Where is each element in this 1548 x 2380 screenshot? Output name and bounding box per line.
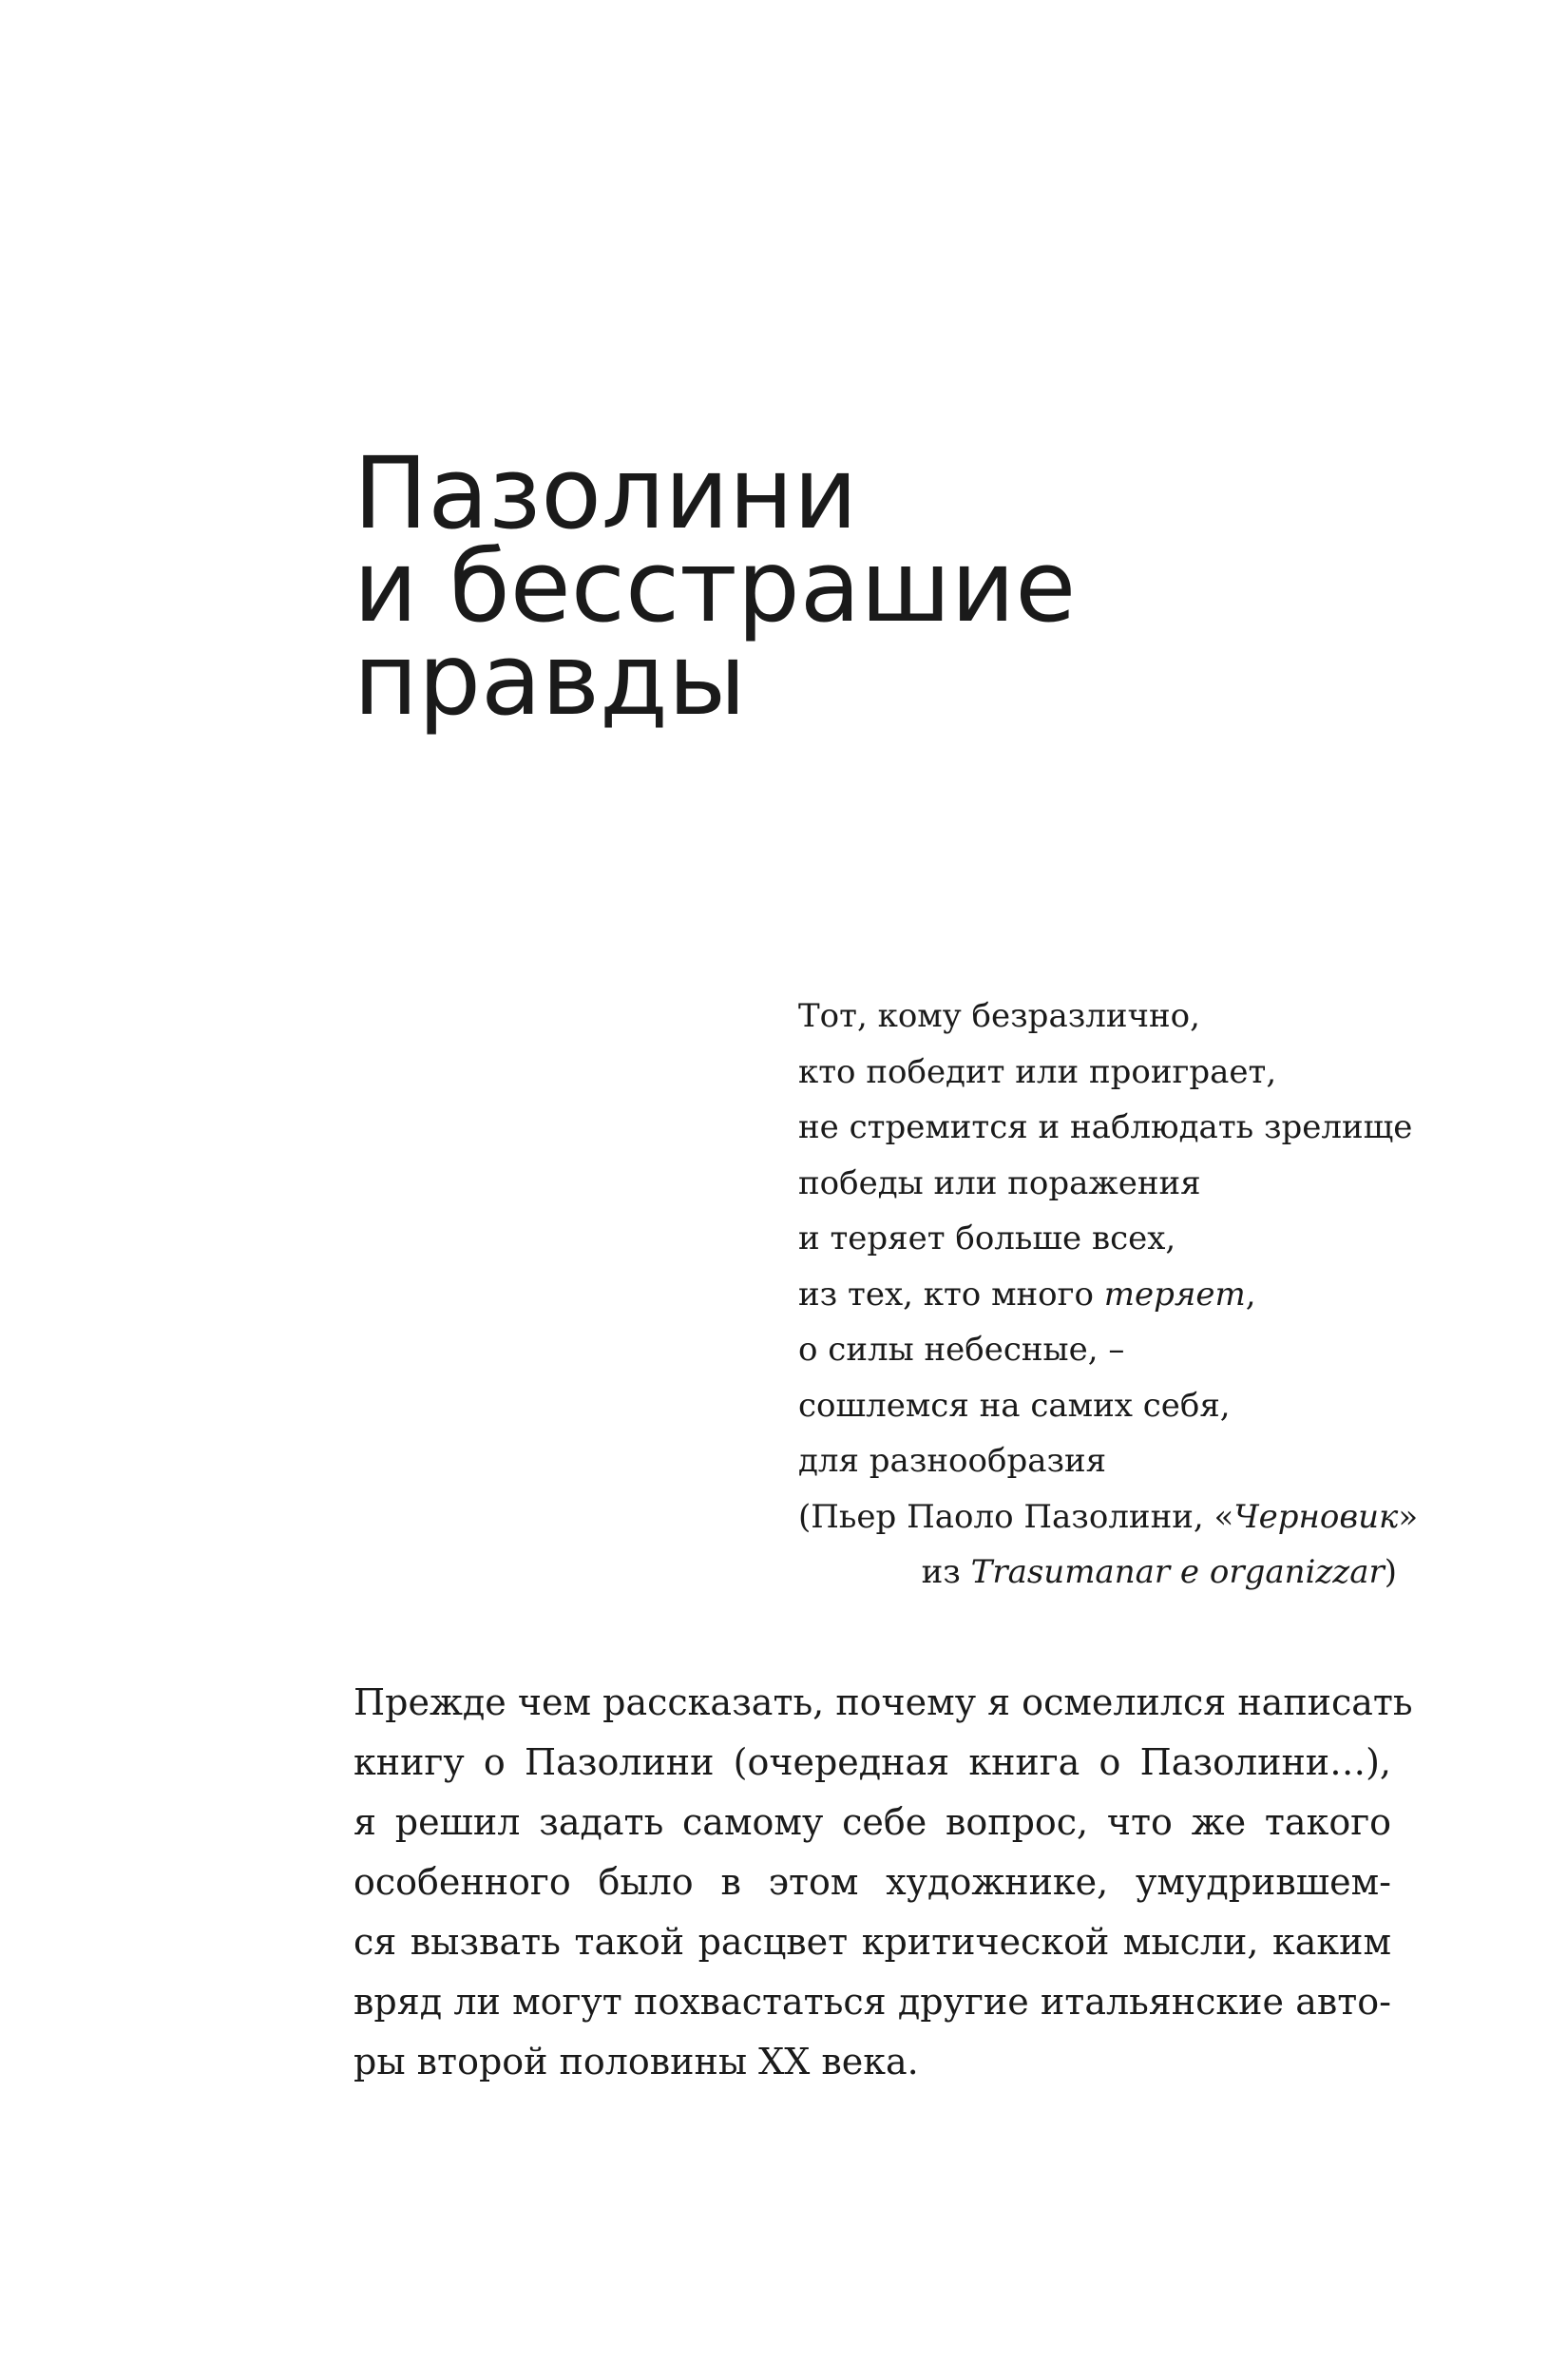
epigraph-source-line: [798, 1489, 1419, 1545]
paragraph-line: ры второй половины XX века.: [354, 2041, 919, 2082]
epigraph-line: [798, 1267, 1406, 1323]
epigraph-line: для разнообразия: [798, 1442, 1107, 1480]
epigraph-source-text: ): [1384, 1553, 1397, 1591]
epigraph-line: не стремится и наблюдать зрелище: [798, 1108, 1413, 1146]
paragraph-line: особенного было в этом художнике, умудрившем-: [354, 1861, 1391, 1903]
chapter-title: [354, 435, 1304, 738]
epigraph-line: победы или поражения: [798, 1163, 1201, 1202]
epigraph-line: о силы небесные, –: [798, 1331, 1125, 1369]
epigraph-source-title: Trasumanar e organizzar: [970, 1553, 1385, 1591]
paragraph-line: вряд ли могут похвастаться другие итальянские авто-: [354, 1981, 1391, 2023]
chapter-title-line: правды: [354, 622, 747, 738]
epigraph-source-text: из: [921, 1553, 971, 1591]
epigraph-emphasis: теряет: [1103, 1275, 1246, 1314]
epigraph-source-text: (Пьер Паоло Пазолини, «: [798, 1497, 1234, 1536]
epigraph: [798, 988, 1419, 1601]
epigraph-source-text: »: [1398, 1497, 1419, 1536]
epigraph-line-text: из тех, кто много: [798, 1275, 1104, 1314]
epigraph-line: и теряет больше всех,: [798, 1219, 1176, 1257]
epigraph-source-title: Черновик: [1233, 1497, 1399, 1536]
paragraph-line: ся вызвать такой расцвет критической мысли, каким: [354, 1921, 1391, 1963]
epigraph-source-line: [798, 1545, 1397, 1601]
body-paragraph: [354, 1673, 1413, 2092]
epigraph-line: кто победит или проиграет,: [798, 1052, 1277, 1091]
paragraph-line: Прежде чем рассказать, почему я осмелился написать: [354, 1681, 1413, 1723]
chapter-title-line: и бесстрашие: [354, 528, 1077, 644]
paragraph-line: книгу о Пазолини (очередная книга о Пазолини…),: [354, 1741, 1391, 1783]
epigraph-line: сошлемся на самих себя,: [798, 1386, 1231, 1425]
paragraph-line: я решил задать самому себе вопрос, что же такого: [354, 1801, 1391, 1843]
chapter-title-line: Пазолини: [354, 435, 858, 551]
epigraph-punctuation: ,: [1245, 1275, 1256, 1314]
epigraph-line: Тот, кому безразлично,: [798, 997, 1200, 1035]
